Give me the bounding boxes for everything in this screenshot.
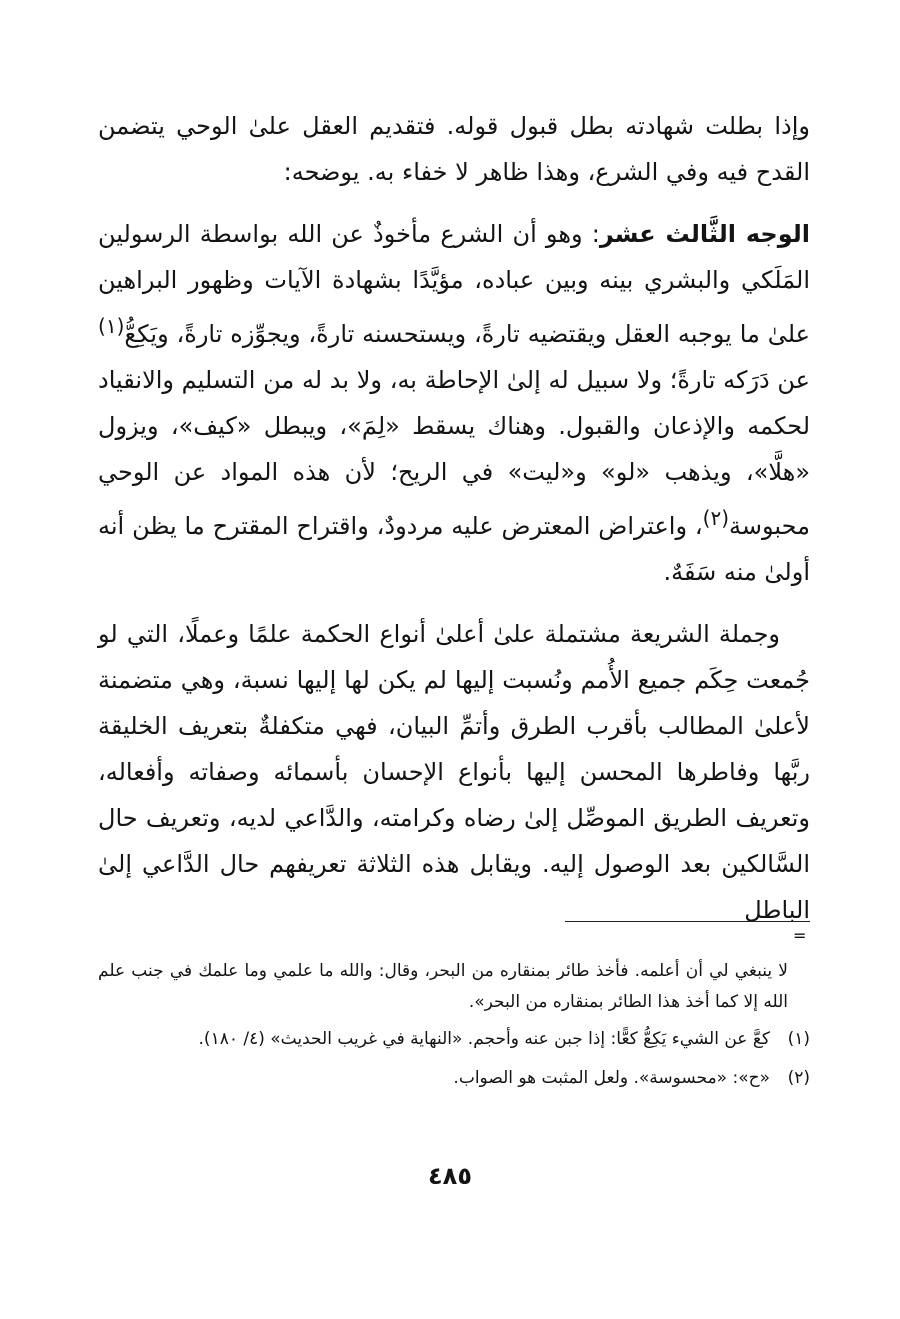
footnote-ref-1: (١) [98, 314, 125, 338]
paragraph-2 [98, 211, 810, 595]
paragraph-2-text-b: عن دَرَكه تارةً؛ ولا سبيل له إلىٰ الإحاطة به، ولا بد له من التسليم والانقياد لحكمه والإذعان والقبول. وهناك يسقط «لِمَ»، ويبطل «كيف»، ويزول «هلَّا»، ويذهب «لو» و«ليت» في الريح؛ لأن هذه المواد عن الوحي محبوسة [98, 366, 810, 540]
footnote-number: (١) [787, 1029, 810, 1049]
footnote-1 [98, 1024, 810, 1055]
paragraph-2-text-a: : وهو أن الشرع مأخوذٌ عن الله بواسطة الرسولين المَلَكي والبشري بينه وبين عباده، مؤيَّدًا بشهادة الآيات وظهور البراهين علىٰ ما يوجبه العقل ويقتضيه تارةً، ويستحسنه تارةً، ويجوِّزه تارةً، ويَكِعُّ [98, 220, 810, 348]
footnote-2 [98, 1063, 810, 1094]
paragraph-1: وإذا بطلت شهادته بطل قبول قوله. فتقديم العقل علىٰ الوحي يتضمن القدح فيه وفي الشرع، وهذا ظاهر لا خفاء به. يوضحه: [98, 112, 810, 186]
footnote-text: كعَّ عن الشيء يَكِعُّ كعًّا: إذا جبن عنه وأحجم. «النهاية في غريب الحديث» (٤/ ١٨٠). [198, 1029, 770, 1049]
footnote-continuation: لا ينبغي لي أن أعلمه. فأخذ طائر بمنقاره من البحر، وقال: والله ما علمي وما علمك في جنب علم الله إلا كما أخذ هذا الطائر بمنقاره من البحر». [98, 961, 788, 1012]
footnote-continuation-mark: = [793, 926, 807, 945]
section-heading: الوجه الثَّالث عشر [599, 220, 810, 248]
footnote-text: «ح»: «محسوسة». ولعل المثبت هو الصواب. [453, 1068, 770, 1088]
footnote-ref-2: (٢) [702, 506, 730, 530]
footnotes [98, 956, 810, 1102]
paragraph-2-text-c: ، واعتراض المعترض عليه مردودٌ، واقتراح المقترح ما يظن أنه أولىٰ منه سَفَهٌ. [98, 512, 810, 586]
paragraph-3: وجملة الشريعة مشتملة علىٰ أعلىٰ أنواع الحكمة علمًا وعملًا، التي لو جُمعت حِكَم جميع الأُمم ونُسبت إليها لم يكن لها إليها نسبة، وهي متضمنة لأعلىٰ المطالب بأقرب الطرق وأتمِّ البيان، فهي متكفلةٌ بتعريف الخليقة ربَّها وفاطرها المحسن إليها بأنواع الإحسان بأسمائه وصفاته وأفعاله، وتعريف الطريق الموصِّل إلىٰ رضاه وكرامته، والدَّاعي لديه، وتعريف حال السَّالكين بعد الوصول إليه. ويقابل هذه الثلاثة تعريفهم حال الدَّاعي إلىٰ الباطل [98, 620, 810, 924]
page-number: ٤٨٥ [428, 1162, 472, 1190]
footnote-separator [565, 921, 810, 922]
main-text [98, 103, 810, 933]
footnote-number: (٢) [787, 1068, 810, 1088]
